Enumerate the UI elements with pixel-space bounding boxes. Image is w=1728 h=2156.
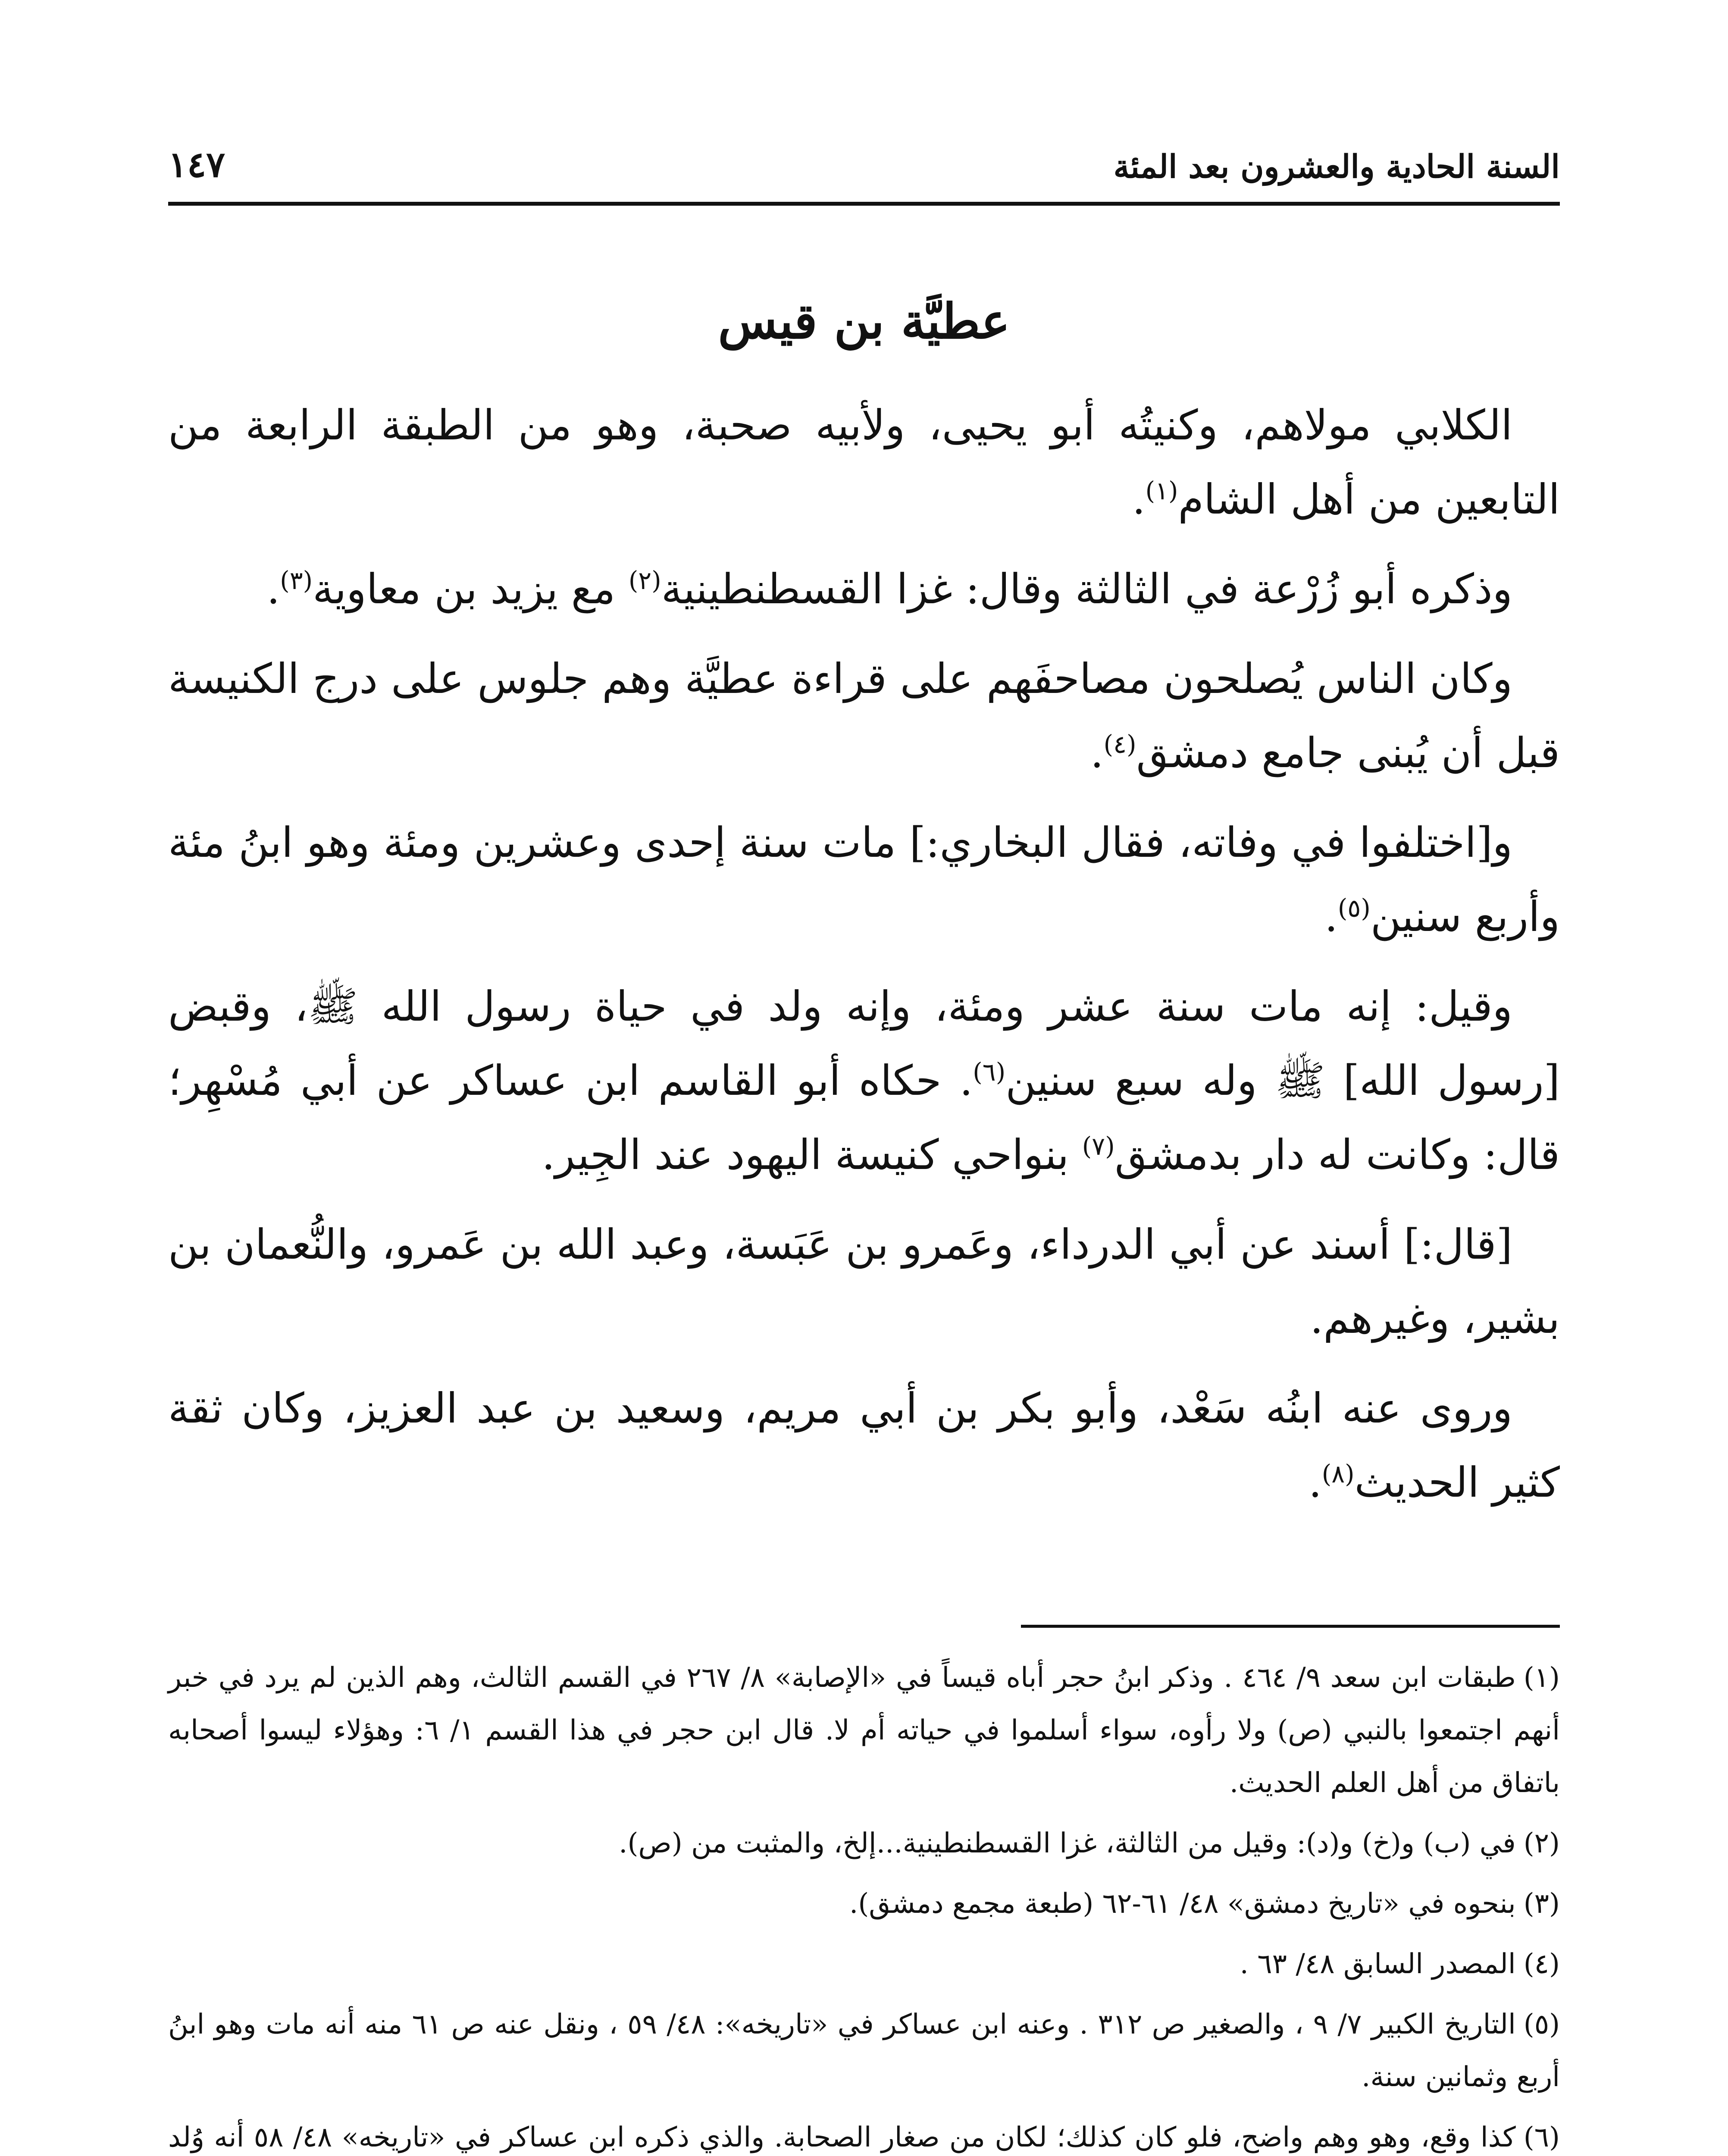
footnote-ref: (٣) (280, 566, 313, 595)
footnote: (٦)كذا وقع، وهو وهم واضح، فلو كان كذلك؛ لكان من صغار الصحابة. والذي ذكره ابن عساكر في «تاريخه» ٤٨/ ٥٨ أنه وُلد (168, 2122, 1560, 2153)
footnote-ref: (١) (1145, 476, 1178, 505)
page-number: ١٤٧ (168, 144, 225, 185)
body-paragraph: وروى عنه ابنُه سَعْد، وأبو بكر بن أبي مريم، وسعيد بن عبد العزيز، وكان ثقة كثير الحديث$^{(٨)}$. (168, 1384, 1560, 1507)
body-paragraph: و[اختلفوا في وفاته، فقال البخاري:] مات سنة إحدى وعشرين ومئة وهو ابنُ مئة وأربع سنين$^{(٥)}$. (168, 818, 1560, 941)
header-rule (168, 202, 1560, 206)
footnote: (٤)المصدر السابق ٤٨/ ٦٣ . (1240, 1948, 1560, 1980)
footnote-ref: (٢) (628, 566, 661, 595)
footnote-ref: (٦) (973, 1058, 1006, 1087)
footnote: (٣)بنحوه في «تاريخ دمشق» ٤٨/ ٦١-٦٢ (طبعة مجمع دمشق). (849, 1888, 1560, 1920)
footnote: (٢)في (ب) و(خ) و(د): وقيل من الثالثة، غزا القسطنطينية...إلخ، والمثبت من (ص). (619, 1827, 1560, 1859)
running-title: السنة الحادية والعشرون بعد المئة (1113, 148, 1560, 185)
footnote: (١)طبقات ابن سعد ٩/ ٤٦٤ . وذكر ابنُ حجر أباه قيساً في «الإصابة» ٨/ ٢٦٧ في القسم الثالث، وهم الذين لم يرد في خبر أنهم اجتمعوا بالنبي (ص) ولا رأوه، سواء أسلموا في حياته أم لا. قال ابن حجر في هذا القسم ١/ ٦: وهؤلاء ليسوا أصحابه باتفاق من أهل العلم الحديث. (168, 1662, 1560, 1799)
footnotes (168, 1651, 1560, 2156)
body-paragraph: وكان الناس يُصلحون مصاحفَهم على قراءة عطيَّة وهم جلوس على درج الكنيسة قبل أن يُبنى جامع دمشق$^{(٤)}$. (168, 655, 1560, 777)
footnote: (٥)التاريخ الكبير ٧/ ٩ ، والصغير ص ٣١٢ . وعنه ابن عساكر في «تاريخه»: ٤٨/ ٥٩ ، ونقل عنه ص ٦١ منه أنه مات وهو ابنُ أربع وثمانين سنة. (168, 2009, 1560, 2093)
body-paragraph: الكلابي مولاهم، وكنيتُه أبو يحيى، ولأبيه صحبة، وهو من الطبقة الرابعة من التابعين من أهل الشام$^{(١)}$. (168, 401, 1560, 523)
footnote-ref: (٤) (1103, 730, 1136, 759)
body-paragraph: وذكره أبو زُرْعة في الثالثة وقال: غزا القسطنطينية$^{(٢)}$ مع يزيد بن معاوية$^{(٣)}$. (266, 565, 1512, 613)
footnote-separator (1021, 1625, 1560, 1628)
footnote-ref: (٧) (1082, 1132, 1115, 1161)
entry-title: عطيَّة بن قيس (718, 293, 1010, 350)
body-paragraph: [قال:] أسند عن أبي الدرداء، وعَمرو بن عَبَسة، وعبد الله بن عَمرو، والنُّعمان بن بشير، وغيرهم. (168, 1220, 1560, 1343)
body-text (168, 388, 1560, 1535)
footnote-ref: (٥) (1337, 894, 1371, 923)
body-paragraph: وقيل: إنه مات سنة عشر ومئة، وإنه ولد في حياة رسول الله ﷺ، وقبض [رسول الله] ﷺ وله سبع سنين$^{(٦)}$. حكاه أبو القاسم ابن عساكر عن أبي مُسْهِر؛ قال: وكانت له دار بدمشق$^{(٧)}$ بنواحي كنيسة اليهود عند الجِير. (168, 982, 1560, 1179)
footnote-ref: (٨) (1321, 1460, 1355, 1489)
running-header (168, 138, 1560, 185)
